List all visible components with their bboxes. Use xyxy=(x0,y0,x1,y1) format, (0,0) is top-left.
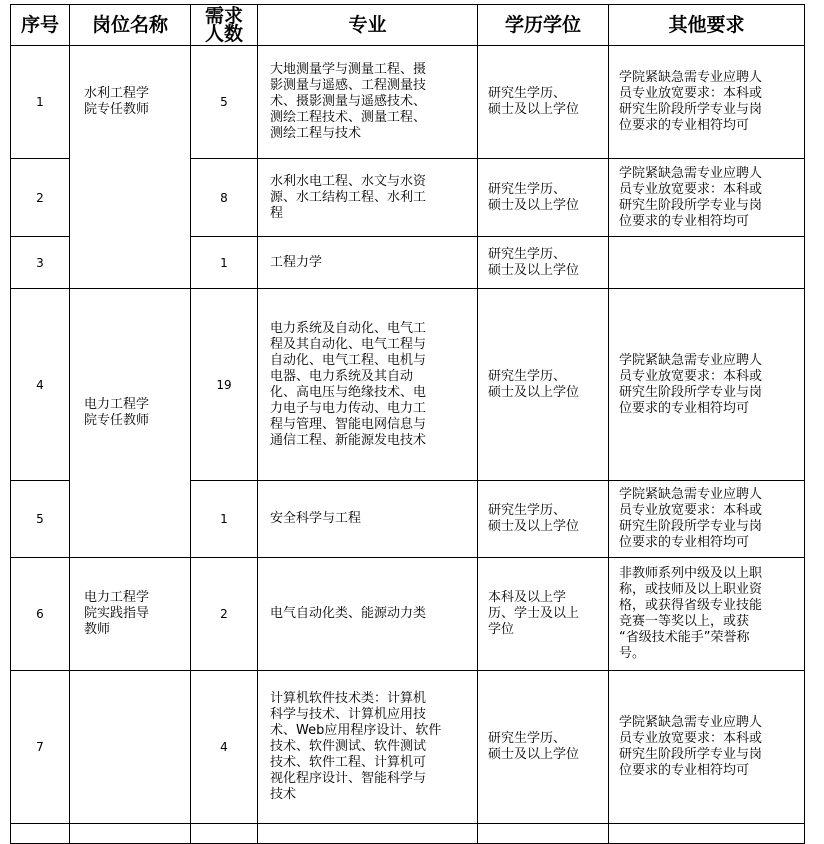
row-major xyxy=(258,671,478,824)
row-major xyxy=(258,159,478,237)
row-other xyxy=(609,824,805,844)
major-text: 安全科学与工程 xyxy=(270,511,362,526)
position-cell xyxy=(70,671,191,824)
row-major xyxy=(258,558,478,671)
row-index: 3 xyxy=(11,237,70,289)
header-row xyxy=(11,5,805,46)
row-count: 2 xyxy=(191,558,258,671)
row-other xyxy=(609,481,805,558)
row-major xyxy=(258,289,478,481)
education-text: 研究生学历、 硕士及以上学位 xyxy=(488,503,580,534)
position-cell xyxy=(70,824,191,844)
table-row xyxy=(11,558,805,671)
education-text: 研究生学历、 硕士及以上学位 xyxy=(488,731,580,762)
row-education xyxy=(478,671,609,824)
major-text: 电气自动化类、能源动力类 xyxy=(270,606,427,621)
row-count: 1 xyxy=(191,481,258,558)
row-education xyxy=(478,558,609,671)
row-index xyxy=(11,824,70,844)
row-index: 7 xyxy=(11,671,70,824)
row-education xyxy=(478,824,609,844)
education-text: 研究生学历、 硕士及以上学位 xyxy=(488,246,580,278)
position-cell xyxy=(70,289,191,558)
table-row-partial xyxy=(11,824,805,844)
row-index: 5 xyxy=(11,481,70,558)
position-name: 电力工程学 院实践指导 教师 xyxy=(84,590,150,637)
row-count: 1 xyxy=(191,237,258,289)
education-text: 研究生学历、 硕士及以上学位 xyxy=(488,368,580,400)
row-count: 8 xyxy=(191,159,258,237)
row-education xyxy=(478,237,609,289)
table-row xyxy=(11,671,805,824)
position-cell xyxy=(70,558,191,671)
header-position: 岗位名称 xyxy=(70,5,191,46)
row-count: 4 xyxy=(191,671,258,824)
other-text: 学院紧缺急需专业应聘人 员专业放宽要求：本科或 研究生阶段所学专业与岗 位要求的专业相符均可 xyxy=(619,352,763,416)
row-other xyxy=(609,237,805,289)
other-text: 学院紧缺急需专业应聘人 员专业放宽要求：本科或 研究生阶段所学专业与岗 位要求的专业相符均可 xyxy=(619,70,763,133)
header-count: 需求 人数 xyxy=(191,5,258,46)
major-text: 大地测量学与测量工程、摄 影测量与遥感、工程测量技 术、摄影测量与遥感技术、 测绘工程技术、测量工程、 测绘工程与技术 xyxy=(270,62,427,141)
row-major xyxy=(258,237,478,289)
position-name: 水利工程学 院专任教师 xyxy=(84,86,150,117)
header-major: 专业 xyxy=(258,5,478,46)
row-index: 2 xyxy=(11,159,70,237)
row-count: 19 xyxy=(191,289,258,481)
row-education xyxy=(478,159,609,237)
other-text: 学院紧缺急需专业应聘人 员专业放宽要求：本科或 研究生阶段所学专业与岗 位要求的专业相符均可 xyxy=(619,715,763,778)
row-count: 5 xyxy=(191,46,258,159)
row-index: 4 xyxy=(11,289,70,481)
other-text: 学院紧缺急需专业应聘人 员专业放宽要求：本科或 研究生阶段所学专业与岗 位要求的专业相符均可 xyxy=(619,165,763,229)
row-major xyxy=(258,481,478,558)
row-other xyxy=(609,159,805,237)
row-other xyxy=(609,289,805,481)
header-index: 序号 xyxy=(11,5,70,46)
recruitment-table xyxy=(10,4,805,844)
major-text: 水利水电工程、水文与水资 源、水工结构工程、水利工 程 xyxy=(270,173,427,221)
row-index: 6 xyxy=(11,558,70,671)
header-other: 其他要求 xyxy=(609,5,805,46)
row-count xyxy=(191,824,258,844)
row-education xyxy=(478,481,609,558)
major-text: 工程力学 xyxy=(270,254,323,270)
header-education: 学历学位 xyxy=(478,5,609,46)
education-text: 研究生学历、 硕士及以上学位 xyxy=(488,86,580,117)
row-other xyxy=(609,671,805,824)
position-cell xyxy=(70,46,191,289)
major-text: 电力系统及自动化、电气工 程及其自动化、电气工程与 自动化、电气工程、电机与 电器、电力系统及其自动 化、高电压与绝缘技术、电 力电子与电力传动、电力工 程与管理、智能电网信息与 通信工程、新能源发电技术 xyxy=(270,320,427,448)
row-education xyxy=(478,289,609,481)
other-text: 非教师系列中级及以上职 称，或技师及以上职业资 格，或获得省级专业技能 竞赛一等奖以上，或获 “省级技术能手”荣誉称 号。 xyxy=(619,566,763,661)
major-text: 计算机软件技术类：计算机 科学与技术、计算机应用技 术、Web应用程序设计、软件 技术、软件测试、软件测试 技术、软件工程、计算机可 视化程序设计、智能科学与 技术 xyxy=(270,691,442,802)
row-major xyxy=(258,46,478,159)
education-text: 研究生学历、 硕士及以上学位 xyxy=(488,181,580,213)
other-text: 学院紧缺急需专业应聘人 员专业放宽要求：本科或 研究生阶段所学专业与岗 位要求的专业相符均可 xyxy=(619,487,763,550)
row-education xyxy=(478,46,609,159)
row-major xyxy=(258,824,478,844)
row-other xyxy=(609,46,805,159)
table-row xyxy=(11,289,805,481)
education-text: 本科及以上学 历、学士及以上 学位 xyxy=(488,590,580,637)
table-row xyxy=(11,46,805,159)
position-name: 电力工程学 院专任教师 xyxy=(84,397,150,428)
row-index: 1 xyxy=(11,46,70,159)
row-other xyxy=(609,558,805,671)
